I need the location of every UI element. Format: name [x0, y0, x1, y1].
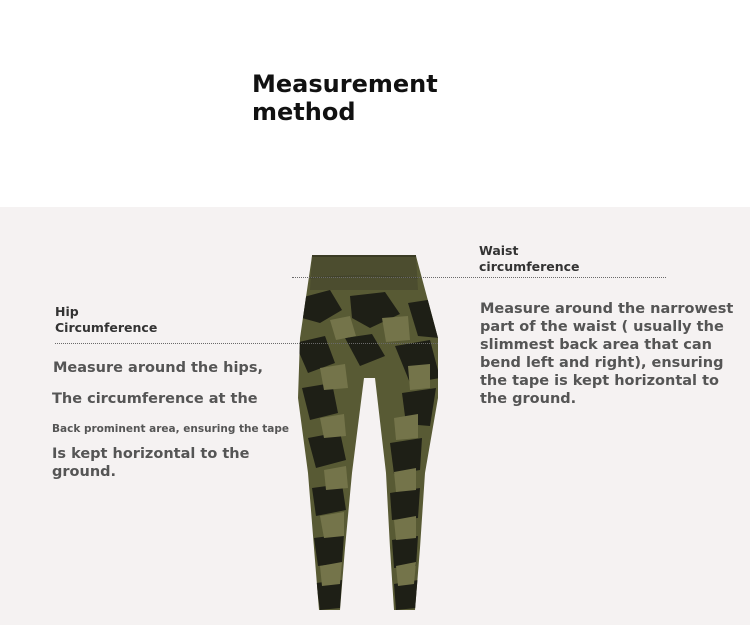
waist-label	[479, 243, 580, 275]
waist-description: Measure around the narrowest part of the waist ( usually the slimmest back area that can bend left and right), ensuring the tape is kept horizontal to the ground.	[480, 301, 734, 407]
hip-label-line-2: Circumference	[55, 320, 158, 335]
page-title-line-1: Measurement	[252, 70, 438, 98]
waistband	[310, 256, 418, 290]
hip-description-line-1: Measure around the hips,	[53, 360, 263, 376]
waist-label-line-2: circumference	[479, 259, 580, 274]
waist-label-line-1: Waist	[479, 243, 519, 258]
hip-label-line-1: Hip	[55, 304, 79, 319]
page-title	[252, 70, 492, 126]
hip-description-line-2: The circumference at the	[52, 391, 258, 407]
leggings-image	[290, 248, 450, 618]
hip-description-line-4: Is kept horizontal to the	[52, 446, 250, 462]
hip-description-line-3: Back prominent area, ensuring the tape	[52, 423, 290, 435]
camo-pattern	[290, 248, 450, 618]
waist-guide-line	[292, 277, 666, 278]
page-title-line-2: method	[252, 98, 356, 126]
hip-guide-line	[55, 343, 438, 344]
hip-description-line-5: ground.	[52, 464, 117, 480]
hip-label	[55, 304, 157, 336]
